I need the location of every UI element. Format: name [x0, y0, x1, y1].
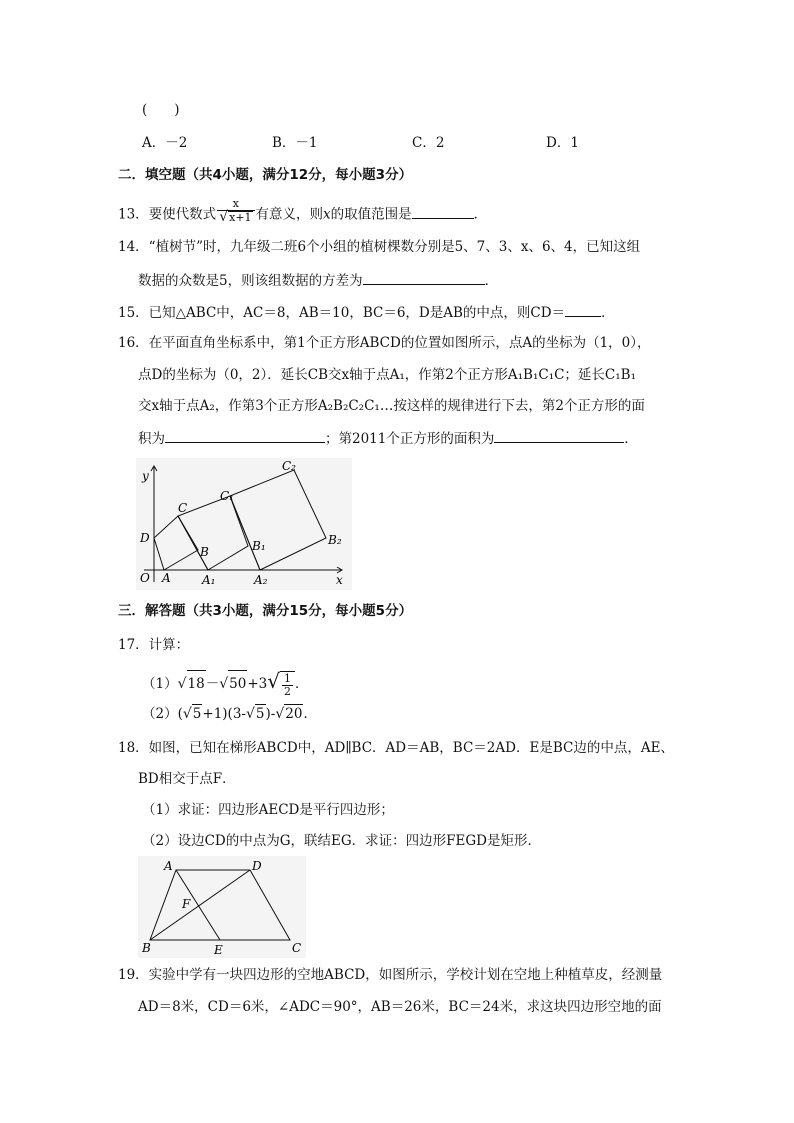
label-b1: B₁ — [252, 539, 266, 553]
sqrt-icon: √ — [177, 676, 187, 692]
label-b: B — [200, 545, 209, 559]
q17-p1-radicand-a: 18 — [187, 670, 206, 697]
label-c: C — [178, 501, 188, 515]
question-14-line2 — [138, 270, 498, 290]
q13-end: ． — [473, 206, 488, 223]
q18-line2: BD相交于点F． — [138, 771, 236, 787]
sqrt-icon: √ — [245, 706, 255, 722]
q17-p1-fraction — [282, 673, 293, 698]
label-e: E — [214, 943, 223, 957]
sqrt-icon: √ — [275, 706, 285, 722]
question-16-line4 — [138, 428, 638, 448]
label-a2: A₂ — [254, 573, 268, 587]
q17-p2-r3: 20 — [285, 706, 303, 722]
q13-frac-den: √x+1 — [219, 209, 252, 225]
label-c2: C₂ — [282, 459, 296, 473]
sqrt-icon: √ — [267, 669, 280, 693]
q13-pre: 要使代数式 — [148, 206, 217, 223]
label-c1: C₁ — [220, 489, 234, 503]
q16-answer-blank-2[interactable] — [494, 428, 624, 443]
q17-p2-c: )- — [265, 706, 276, 722]
q17-p1-frac-num: 1 — [283, 672, 291, 685]
option-c: C．2 — [412, 135, 445, 151]
q13-mid: 有意义，则 — [255, 206, 324, 223]
q15-answer-blank[interactable] — [565, 302, 601, 317]
q13-frac-den-radicand: x+1 — [229, 211, 252, 224]
q18-line1: 18．如图，已知在梯形ABCD中，AD∥BC．AD＝AB，BC＝2AD．E是BC边的中点，AE、 — [118, 740, 674, 756]
q15-end: ． — [601, 305, 615, 321]
option-b: B．－1 — [272, 135, 318, 151]
q17-p1-end: ． — [294, 676, 309, 692]
q17-p1-label: （1） — [142, 676, 178, 692]
q17-p2-r2: 5 — [255, 706, 265, 722]
q17-part-2 — [142, 704, 317, 723]
q16-answer-blank-1[interactable] — [165, 428, 325, 443]
question-15 — [118, 302, 615, 322]
q19-line2: AD＝8米，CD＝6米，∠ADC＝90°，AB＝26米，BC＝24米，求这块四边形空地的面 — [138, 999, 662, 1015]
label-o: O — [140, 571, 150, 585]
label-b: B — [142, 941, 151, 955]
label-c: C — [292, 941, 302, 955]
q15-text: 15．已知△ABC中，AC＝8，AB＝10，BC＝6，D是AB的中点，则CD＝ — [118, 305, 566, 321]
q13-answer-blank[interactable] — [412, 204, 474, 219]
q17-p2-b: +1)(3- — [202, 706, 246, 722]
square-sequence-figure — [136, 458, 352, 590]
q17-p1-plus3: +3 — [247, 676, 268, 692]
label-a1: A₁ — [202, 573, 216, 587]
q18-part-2: （2）设边CD的中点为G，联结EG．求证：四边形FEGD是矩形． — [142, 833, 541, 849]
q14-line1: 14．“植树节”时，九年级二班6个小组的植树棵数分别是5、7、3、x、6、4，已知这组 — [118, 239, 641, 255]
q13-var: x — [323, 206, 331, 223]
section-3-title: 三．解答题（共3小题，满分15分，每小题5分） — [118, 603, 413, 619]
q14-answer-blank[interactable] — [363, 270, 485, 285]
label-b2: B₂ — [328, 533, 342, 547]
q18-part-1: （1）求证：四边形AECD是平行四边形； — [142, 802, 394, 818]
question-13 — [118, 197, 488, 228]
q16-end: ． — [624, 431, 638, 447]
option-d: D．1 — [546, 135, 579, 151]
q13-post: 的取值范围是 — [330, 206, 412, 223]
q16-line1: 16．在平面直角坐标系中，第1个正方形ABCD的位置如图所示，点A的坐标为（1，0）， — [118, 335, 651, 351]
sqrt-icon: √ — [219, 676, 229, 692]
label-y: y — [142, 469, 149, 483]
sqrt-icon: √ — [182, 706, 192, 722]
q17-p2-label: （2） — [142, 706, 178, 722]
q14-line2: 数据的众数是5，则该组数据的方差为 — [138, 273, 363, 289]
q17-p2-end: ． — [303, 706, 317, 722]
section-2-title: 二．填空题（共4小题，满分12分，每小题3分） — [118, 167, 413, 183]
q17-number: 17．计算： — [118, 637, 190, 653]
q17-p1-radicand-b: 50 — [228, 670, 247, 697]
q19-line1: 19．实验中学有一块四边形的空地ABCD，如图所示，学校计划在空地上种植草皮，经测量 — [118, 967, 663, 983]
q14-end: ． — [484, 273, 499, 289]
q13-fraction — [217, 198, 254, 224]
q17-p2-r1: 5 — [192, 706, 202, 722]
answer-paren: ( ) — [142, 102, 180, 118]
q17-p1-frac-den: 2 — [283, 685, 291, 698]
label-a: A — [162, 571, 171, 585]
q13-number: 13． — [118, 206, 149, 223]
q13-frac-num: x — [217, 198, 254, 211]
q16-line3: 交x轴于点A₂，作第3个正方形A₂B₂C₂C₁…按这样的规律进行下去，第2个正方形的面 — [138, 398, 645, 414]
option-a: A．－2 — [142, 135, 188, 151]
q17-p1-frac-wrap — [280, 671, 295, 698]
q16-line4b: ；第2011个正方形的面积为 — [325, 431, 495, 447]
label-a: A — [164, 859, 173, 873]
label-d: D — [252, 859, 262, 873]
label-d: D — [140, 531, 150, 545]
q16-line4a: 积为 — [138, 431, 165, 447]
q17-p2-a: ( — [177, 706, 183, 722]
q17-part-1 — [142, 668, 308, 698]
trapezoid-figure — [138, 856, 306, 958]
q17-p1-minus: － — [205, 676, 220, 692]
q16-line2: 点D的坐标为（0，2）．延长CB交x轴于点A₁，作第2个正方形A₁B₁C₁C；延长C₁B₁ — [138, 367, 637, 383]
label-x: x — [336, 573, 343, 587]
label-f: F — [182, 897, 191, 911]
